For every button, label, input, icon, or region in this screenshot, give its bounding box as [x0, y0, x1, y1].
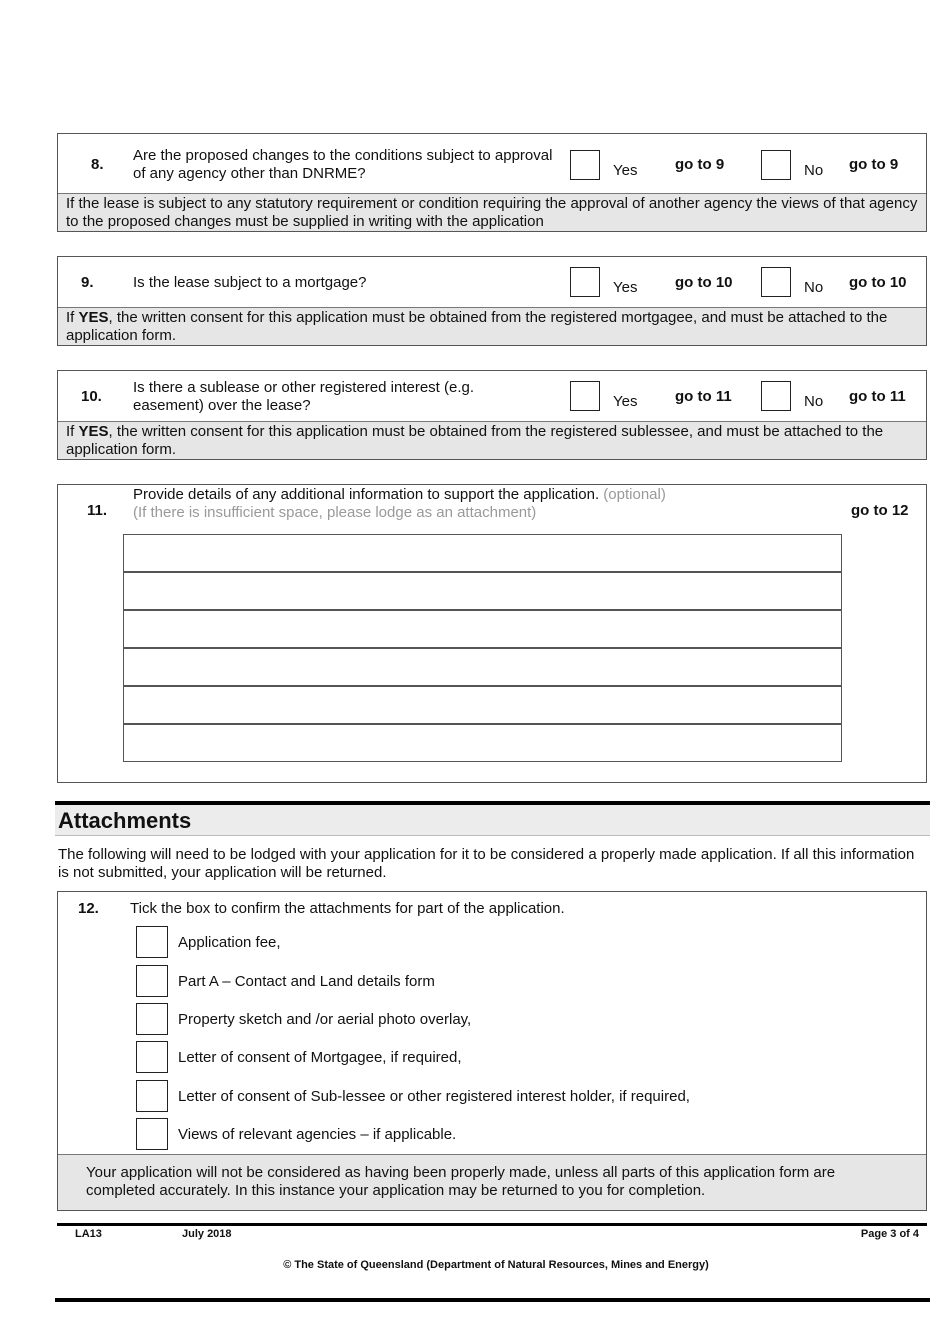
question-8 [57, 133, 927, 232]
yes-checkbox[interactable] [570, 381, 600, 411]
question-note: If YES, the written consent for this application must be obtained from the registered sublessee, and must be attached to the application form. [58, 421, 926, 459]
yes-goto: go to 9 [675, 156, 725, 173]
copyright: © The State of Queensland (Department of Natural Resources, Mines and Energy) [283, 1259, 709, 1271]
question-number: 10. [81, 388, 102, 405]
details-input-line[interactable] [123, 572, 842, 610]
attachment-label: Views of relevant agencies – if applicable. [178, 1126, 457, 1143]
page-number: Page 3 of 4 [860, 1228, 919, 1240]
question-10 [57, 370, 927, 460]
attachment-checkbox[interactable] [136, 1041, 168, 1073]
form-code: LA13 [75, 1228, 102, 1240]
yes-goto: go to 11 [675, 388, 732, 405]
yes-label: Yes [613, 393, 638, 410]
details-input-line[interactable] [123, 724, 842, 762]
details-input-line[interactable] [123, 648, 842, 686]
question-number: 8. [91, 156, 104, 173]
question-number: 11. [87, 502, 108, 519]
question-text: Is there a sublease or other registered interest (e.g. easement) over the lease? [133, 379, 475, 414]
question-number: 12. [78, 900, 99, 917]
no-label: No [804, 393, 824, 410]
no-label: No [804, 162, 824, 179]
hint-text: (If there is insufficient space, please lodge as an attachment) [133, 504, 537, 521]
question-note: If YES, the written consent for this application must be obtained from the registered mortgagee, and must be attached to the application form. [58, 307, 926, 345]
details-input-line[interactable] [123, 686, 842, 724]
question-text: Are the proposed changes to the conditions subject to approval of any agency other than DNRME? [133, 147, 553, 182]
details-input-line[interactable] [123, 534, 842, 572]
form-date: July 2018 [182, 1228, 232, 1240]
yes-checkbox[interactable] [570, 150, 600, 180]
question-number: 9. [81, 274, 94, 291]
yes-label: Yes [613, 279, 638, 296]
attachment-checkbox[interactable] [136, 1080, 168, 1112]
attachment-label: Application fee, [178, 934, 281, 951]
attachments-intro: The following will need to be lodged with your application for it to be considered a properly made application. If all this information is not submitted, your application will be returned. [58, 846, 915, 881]
no-goto: go to 10 [849, 274, 907, 291]
question-9 [57, 256, 927, 346]
attachment-checkbox[interactable] [136, 926, 168, 958]
attachment-label: Letter of consent of Mortgagee, if required, [178, 1049, 462, 1066]
question-note: If the lease is subject to any statutory requirement or condition requiring the approval of another agency the views of that agency to the proposed changes must be supplied in writing with the application [58, 193, 926, 231]
attachment-label: Letter of consent of Sub-lessee or other registered interest holder, if required, [178, 1088, 690, 1105]
attachment-checkbox[interactable] [136, 1003, 168, 1035]
attachment-label: Part A – Contact and Land details form [178, 973, 435, 990]
yes-goto: go to 10 [675, 274, 733, 291]
question-text: Provide details of any additional information to support the application. (optional) (If there is insufficient space, please lodge as an attachment) [133, 486, 666, 521]
yes-label: Yes [613, 162, 638, 179]
no-label: No [804, 279, 824, 296]
section-heading: Attachments [58, 808, 192, 833]
optional-label: (optional) [603, 486, 666, 503]
no-goto: go to 11 [849, 388, 906, 405]
question-text: Is the lease subject to a mortgage? [133, 274, 367, 291]
footer-rule [57, 1223, 927, 1226]
no-checkbox[interactable] [761, 381, 791, 411]
details-input-line[interactable] [123, 610, 842, 648]
yes-checkbox[interactable] [570, 267, 600, 297]
no-checkbox[interactable] [761, 150, 791, 180]
warning-note: Your application will not be considered as having been properly made, unless all parts of this application form are completed accurately. In this instance your application may be returned to you for completion. [58, 1154, 926, 1210]
bottom-rule [55, 1298, 930, 1302]
no-checkbox[interactable] [761, 267, 791, 297]
no-goto: go to 9 [849, 156, 899, 173]
attachment-checkbox[interactable] [136, 965, 168, 997]
attachment-label: Property sketch and /or aerial photo overlay, [178, 1011, 472, 1028]
attachment-checkbox[interactable] [136, 1118, 168, 1150]
goto-label: go to 12 [851, 502, 909, 519]
question-text: Tick the box to confirm the attachments for part of the application. [130, 900, 565, 917]
